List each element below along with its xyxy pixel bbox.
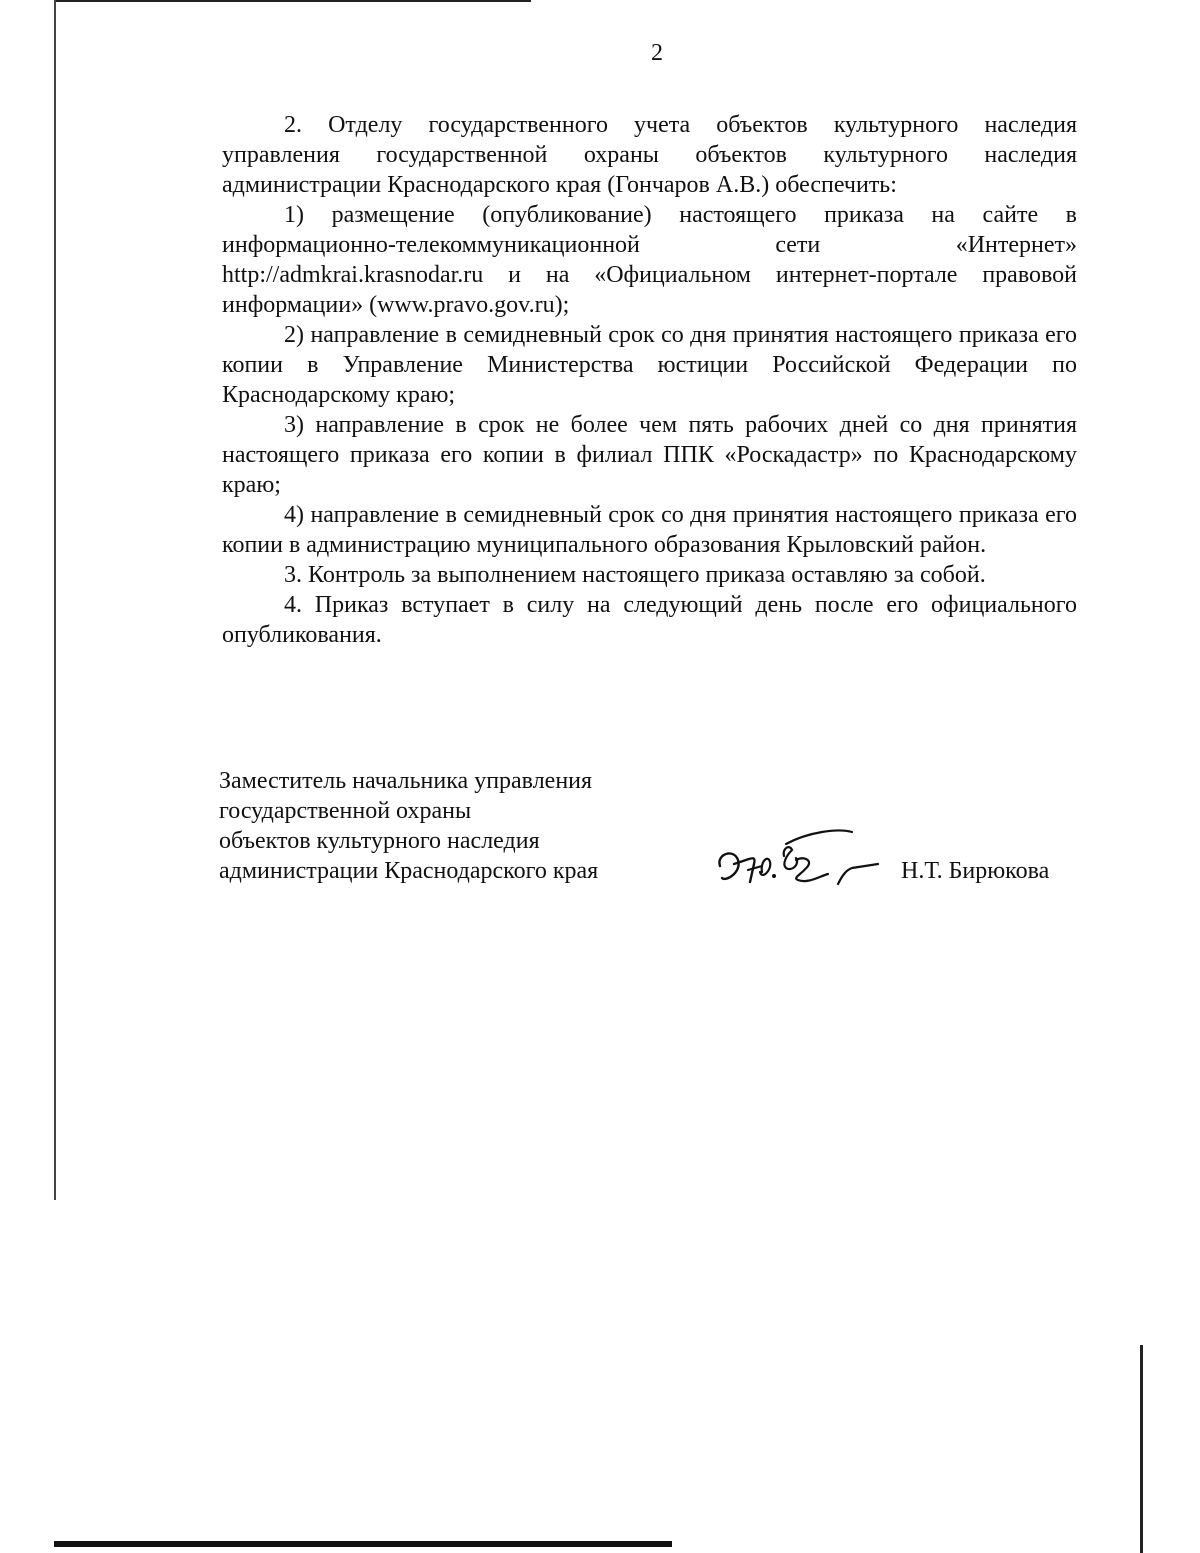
handwritten-signature [712, 826, 882, 892]
signatory-name: Н.Т. Бирюкова [901, 858, 1050, 884]
scan-edge-right [1140, 1345, 1143, 1553]
scan-edge-bottom [54, 1541, 672, 1547]
paragraph-subitem-3: 3) направление в срок не более чем пять рабочих дней со дня принятия настоящего приказа его копии в филиал ППК «Роскадастр» по Краснодарскому краю; [222, 412, 1077, 498]
scan-edge-left [54, 0, 56, 1200]
position-line: администрации Краснодарского края [219, 858, 599, 884]
scan-edge-top [55, 0, 531, 2]
paragraph-subitem-1: 1) размещение (опубликование) настоящего приказа на сайте в информационно-телекоммуникационной сети «Интернет» http://admkrai.krasnodar.ru и на «Официальном интернет-портале правовой информации» (www.pravo.gov.ru); [222, 202, 1077, 318]
paragraph-subitem-2: 2) направление в семидневный срок со дня принятия настоящего приказа его копии в Управление Министерства юстиции Российской Федерации по Краснодарскому краю; [222, 322, 1077, 408]
page-number: 2 [651, 40, 663, 66]
position-line: государственной охраны [219, 798, 472, 824]
paragraph-item-2: 2. Отделу государственного учета объектов культурного наследия управления государственной охраны объектов культурного наследия администрации Краснодарского края (Гончаров А.В.) обеспечить: [222, 112, 1077, 198]
position-line: Заместитель начальника управления [219, 768, 593, 794]
position-line: объектов культурного наследия [219, 828, 540, 854]
paragraph-item-3: 3. Контроль за выполнением настоящего приказа оставляю за собой. [284, 562, 986, 588]
document-body [222, 110, 1077, 650]
paragraph-subitem-4: 4) направление в семидневный срок со дня принятия настоящего приказа его копии в администрацию муниципального образования Крыловский район. [222, 502, 1077, 558]
paragraph-item-4: 4. Приказ вступает в силу на следующий день после его официального опубликования. [222, 592, 1077, 648]
